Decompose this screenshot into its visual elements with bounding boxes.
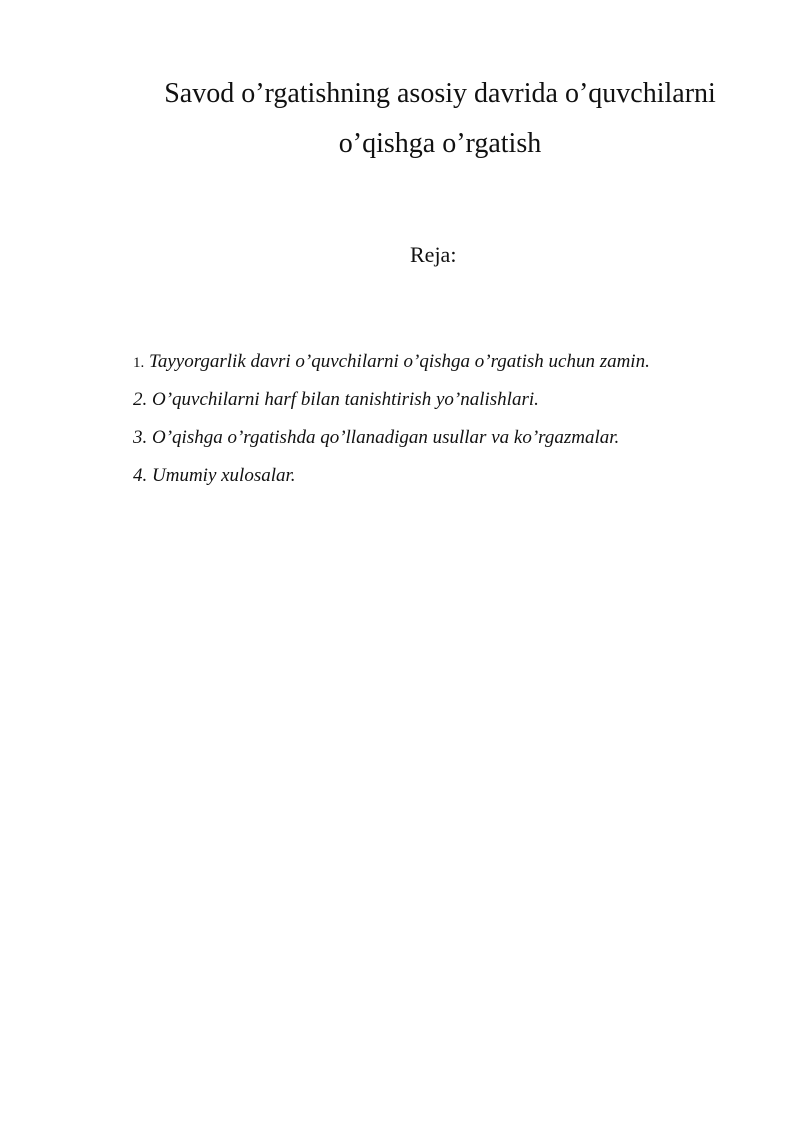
plan-heading: Reja: <box>410 242 457 267</box>
plan-item-text: Tayyorgarlik davri o’quvchilarni o’qishga o’rgatish uchun zamin. <box>149 351 650 372</box>
plan-item-number: 4. <box>133 465 148 486</box>
plan-item-number: 1. <box>133 355 145 371</box>
plan-list <box>133 348 753 500</box>
plan-item-text: O’qishga o’rgatishda qo’llanadigan usullar va ko’rgazmalar. <box>152 427 620 448</box>
plan-item <box>133 386 753 424</box>
document-title-line-2: o’qishga o’rgatish <box>338 128 542 159</box>
plan-item <box>133 424 753 462</box>
plan-item-number: 2. <box>133 389 148 410</box>
plan-item <box>133 348 753 386</box>
plan-item-number: 3. <box>133 427 148 448</box>
plan-item <box>133 462 753 500</box>
plan-item-text: Umumiy xulosalar. <box>152 465 296 486</box>
plan-item-text: O’quvchilarni harf bilan tanishtirish yo’nalishlari. <box>152 389 539 410</box>
document-title-line-1: Savod o’rgatishning asosiy davrida o’quvchilarni <box>164 78 716 109</box>
